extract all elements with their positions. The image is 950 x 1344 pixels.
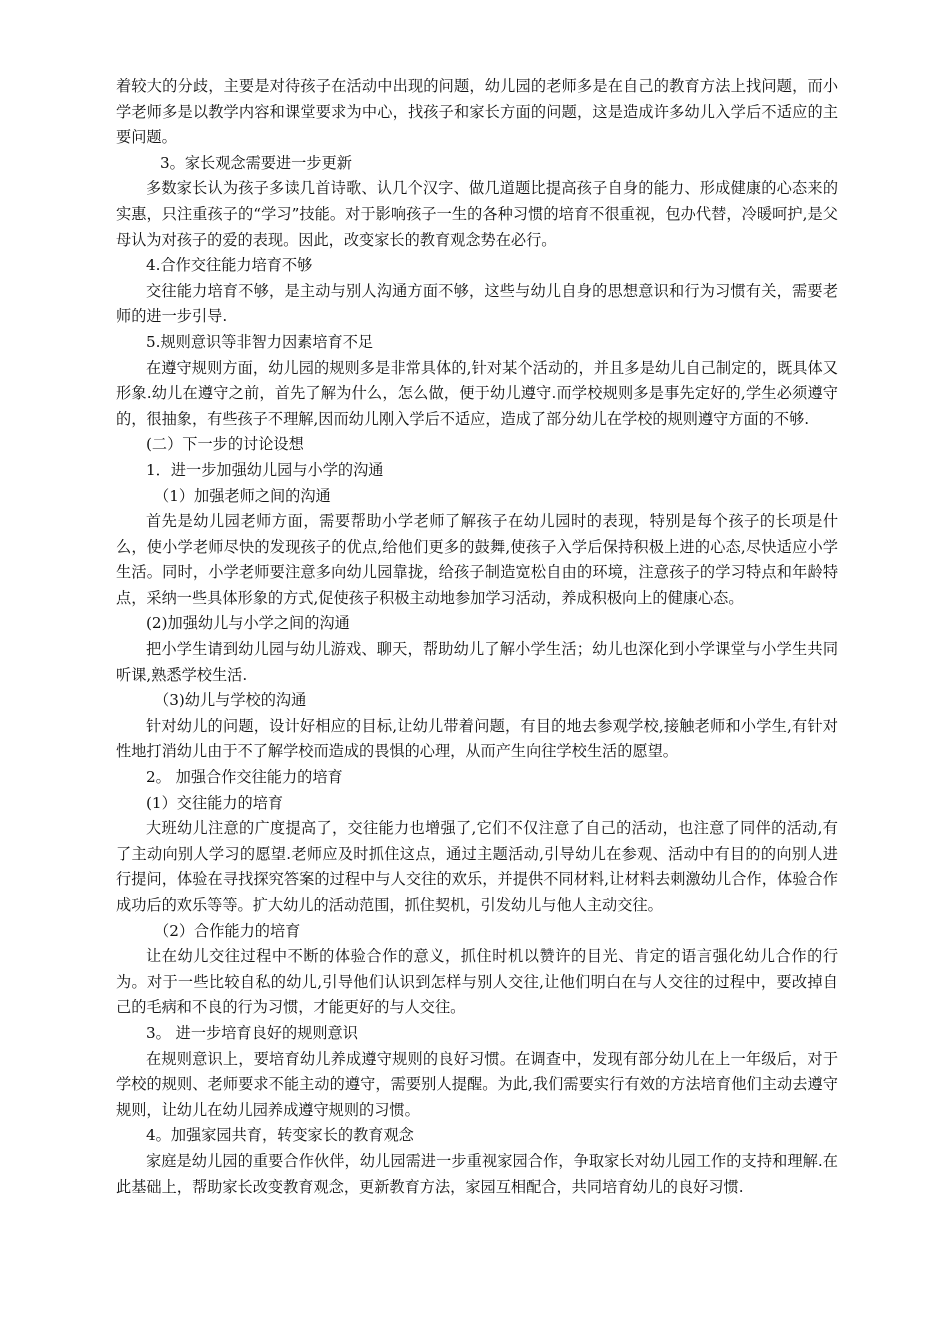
body-paragraph: 着较大的分歧，主要是对待孩子在活动中出现的问题，幼儿园的老师多是在自己的教育方法上找问题，而小学老师多是以教学内容和课堂要求为中心，找孩子和家长方面的问题，这是造成许多幼儿入学后不适应的主要问题。 [116, 77, 838, 147]
subsection-heading: (1）交往能力的培育 [146, 793, 284, 812]
subsection-heading: 4。加强家园共育，转变家长的教育观念 [146, 1126, 414, 1145]
subsection-heading: （1）加强老师之间的沟通 [154, 486, 331, 505]
body-paragraph: 在规则意识上，要培育幼儿养成遵守规则的良好习惯。在调查中，发现有部分幼儿在上一年级后，对于学校的规则、老师要求不能主动的遵守，需要别人提醒。为此,我们需要实行有效的方法培育他们主动去遵守规则，让幼儿在幼儿园养成遵守规则的习惯。 [116, 1049, 838, 1119]
section-heading: (二）下一步的讨论设想 [146, 435, 304, 454]
subsection-heading: (2)加强幼儿与小学之间的沟通 [146, 614, 350, 633]
body-paragraph: 首先是幼儿园老师方面，需要帮助小学老师了解孩子在幼儿园时的表现，特别是每个孩子的长项是什么，使小学老师尽快的发现孩子的优点,给他们更多的鼓舞,使孩子入学后保持积极上进的心态,尽快适应小学生活。同时，小学老师要注意多向幼儿园靠拢，给孩子制造宽松自由的环境，注意孩子的学习特点和年龄特点，采纳一些具体形象的方式,促使孩子积极主动地参加学习活动，养成积极向上的健康心态。 [116, 512, 838, 607]
body-paragraph: 大班幼儿注意的广度提高了，交往能力也增强了,它们不仅注意了自己的活动，也注意了同伴的活动,有了主动向别人学习的愿望.老师应及时抓住这点，通过主题活动,引导幼儿在参观、活动中有目的的向别人进行提问，体验在寻找探究答案的过程中与人交往的欢乐，并提供不同材料,让材料去刺激幼儿合作，体验合作成功后的欢乐等等。扩大幼儿的活动范围，抓住契机，引发幼儿与他人主动交往。 [116, 819, 838, 914]
body-paragraph: 针对幼儿的问题，设计好相应的目标,让幼儿带着问题，有目的地去参观学校,接触老师和小学生,有针对性地打消幼儿由于不了解学校而造成的畏惧的心理，从而产生向往学校生活的愿望。 [116, 716, 838, 761]
body-paragraph: 交往能力培育不够，是主动与别人沟通方面不够，这些与幼儿自身的思想意识和行为习惯有关，需要老师的进一步引导. [116, 281, 838, 326]
subsection-heading: 2。 加强合作交往能力的培育 [146, 768, 343, 787]
body-paragraph: 把小学生请到幼儿园与幼儿游戏、聊天，帮助幼儿了解小学生活；幼儿也深化到小学课堂与小学生共同听课,熟悉学校生活. [116, 640, 838, 684]
body-paragraph: 家庭是幼儿园的重要合作伙伴，幼儿园需进一步重视家园合作，争取家长对幼儿园工作的支持和理解.在此基础上，帮助家长改变教育观念，更新教育方法，家园互相配合，共同培育幼儿的良好习惯. [116, 1151, 838, 1196]
subsection-heading: （3)幼儿与学校的沟通 [154, 691, 307, 710]
subsection-heading: 1．进一步加强幼儿园与小学的沟通 [146, 460, 384, 479]
body-paragraph: 多数家长认为孩子多读几首诗歌、认几个汉字、做几道题比提高孩子自身的能力、形成健康的心态来的实惠，只注重孩子的“学习”技能。对于影响孩子一生的各种习惯的培育不很重视，包办代替，冷暖呵护,是父母认为对孩子的爱的表现。因此，改变家长的教育观念势在必行。 [116, 179, 838, 249]
body-paragraph: 让在幼儿交往过程中不断的体验合作的意义，抓住时机以赞许的目光、肯定的语言强化幼儿合作的行为。对于一些比较自私的幼儿,引导他们认识到怎样与别人交往,让他们明白在与人交往的过程中，要改掉自己的毛病和不良的行为习惯，才能更好的与人交往。 [116, 947, 838, 1017]
section-heading: 3。家长观念需要进一步更新 [160, 153, 352, 172]
subsection-heading: （2）合作能力的培育 [154, 921, 301, 940]
subsection-heading: 3。 进一步培育良好的规则意识 [146, 1023, 358, 1042]
body-paragraph: 在遵守规则方面，幼儿园的规则多是非常具体的,针对某个活动的，并且多是幼儿自己制定的，既具体又形象.幼儿在遵守之前，首先了解为什么，怎么做，便于幼儿遵守.而学校规则多是事先定好的,学生必须遵守的，很抽象，有些孩子不理解,因而幼儿刚入学后不适应，造成了部分幼儿在学校的规则遵守方面的不够. [116, 358, 838, 428]
section-heading: 4.合作交往能力培育不够 [146, 256, 313, 275]
document-page [116, 74, 838, 1200]
section-heading: 5.规则意识等非智力因素培育不足 [146, 332, 374, 351]
